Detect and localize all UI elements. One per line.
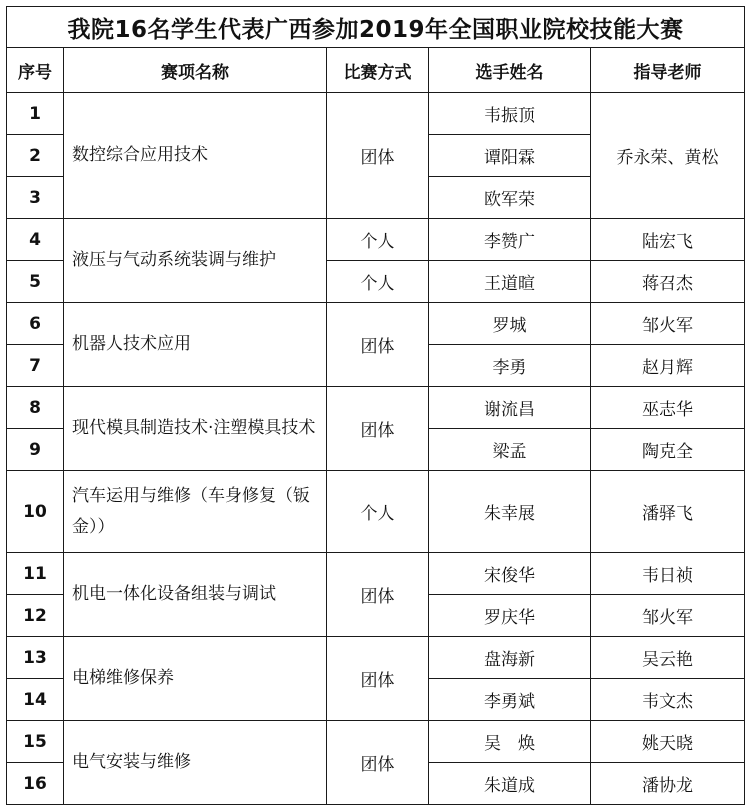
player-name: 宋俊华 (429, 553, 591, 595)
header-mode: 比赛方式 (327, 48, 429, 93)
row-number: 13 (7, 637, 64, 679)
competition-mode: 个人 (327, 219, 429, 261)
row-number: 6 (7, 303, 64, 345)
header-event: 赛项名称 (64, 48, 327, 93)
teacher-name: 韦日祯 (591, 553, 745, 595)
player-name: 吴 焕 (429, 721, 591, 763)
competition-mode: 团体 (327, 387, 429, 471)
row-number: 5 (7, 261, 64, 303)
player-name: 韦振顶 (429, 93, 591, 135)
teacher-name: 巫志华 (591, 387, 745, 429)
header-no: 序号 (7, 48, 64, 93)
table-row (7, 387, 745, 429)
player-name: 谭阳霖 (429, 135, 591, 177)
event-name: 机电一体化设备组装与调试 (64, 553, 327, 637)
player-name: 李勇斌 (429, 679, 591, 721)
competition-mode: 团体 (327, 303, 429, 387)
header-player: 选手姓名 (429, 48, 591, 93)
competition-mode: 个人 (327, 471, 429, 553)
row-number: 9 (7, 429, 64, 471)
competition-table (6, 6, 745, 805)
teacher-name: 陶克全 (591, 429, 745, 471)
row-number: 3 (7, 177, 64, 219)
teacher-name: 邹火军 (591, 595, 745, 637)
event-name: 数控综合应用技术 (64, 93, 327, 219)
competition-mode: 团体 (327, 93, 429, 219)
table-row (7, 219, 745, 261)
player-name: 朱道成 (429, 763, 591, 805)
teacher-name: 韦文杰 (591, 679, 745, 721)
table-row (7, 93, 745, 135)
row-number: 12 (7, 595, 64, 637)
player-name: 梁孟 (429, 429, 591, 471)
competition-mode: 团体 (327, 721, 429, 805)
player-name: 谢流昌 (429, 387, 591, 429)
row-number: 7 (7, 345, 64, 387)
teacher-name: 乔永荣、黄松 (591, 93, 745, 219)
competition-mode: 团体 (327, 637, 429, 721)
table-row (7, 303, 745, 345)
competition-mode: 团体 (327, 553, 429, 637)
row-number: 1 (7, 93, 64, 135)
teacher-name: 赵月辉 (591, 345, 745, 387)
player-name: 盘海新 (429, 637, 591, 679)
teacher-name: 潘协龙 (591, 763, 745, 805)
table-row (7, 471, 745, 553)
table-title: 我院16名学生代表广西参加2019年全国职业院校技能大赛 (7, 7, 745, 48)
row-number: 11 (7, 553, 64, 595)
event-name: 电梯维修保养 (64, 637, 327, 721)
event-name: 现代模具制造技术·注塑模具技术 (64, 387, 327, 471)
teacher-name: 邹火军 (591, 303, 745, 345)
row-number: 8 (7, 387, 64, 429)
event-name: 电气安装与维修 (64, 721, 327, 805)
row-number: 15 (7, 721, 64, 763)
event-name: 汽车运用与维修（车身修复（钣金）） (64, 471, 327, 553)
player-name: 李赞广 (429, 219, 591, 261)
row-number: 2 (7, 135, 64, 177)
player-name: 欧军荣 (429, 177, 591, 219)
row-number: 4 (7, 219, 64, 261)
player-name: 王道暄 (429, 261, 591, 303)
header-teacher: 指导老师 (591, 48, 745, 93)
competition-mode: 个人 (327, 261, 429, 303)
row-number: 14 (7, 679, 64, 721)
row-number: 10 (7, 471, 64, 553)
event-name: 机器人技术应用 (64, 303, 327, 387)
teacher-name: 吴云艳 (591, 637, 745, 679)
player-name: 罗庆华 (429, 595, 591, 637)
teacher-name: 姚天晓 (591, 721, 745, 763)
player-name: 李勇 (429, 345, 591, 387)
teacher-name: 潘驿飞 (591, 471, 745, 553)
teacher-name: 陆宏飞 (591, 219, 745, 261)
table-row (7, 637, 745, 679)
teacher-name: 蒋召杰 (591, 261, 745, 303)
player-name: 朱幸展 (429, 471, 591, 553)
row-number: 16 (7, 763, 64, 805)
table-row (7, 553, 745, 595)
event-name: 液压与气动系统装调与维护 (64, 219, 327, 303)
player-name: 罗城 (429, 303, 591, 345)
table-row (7, 721, 745, 763)
